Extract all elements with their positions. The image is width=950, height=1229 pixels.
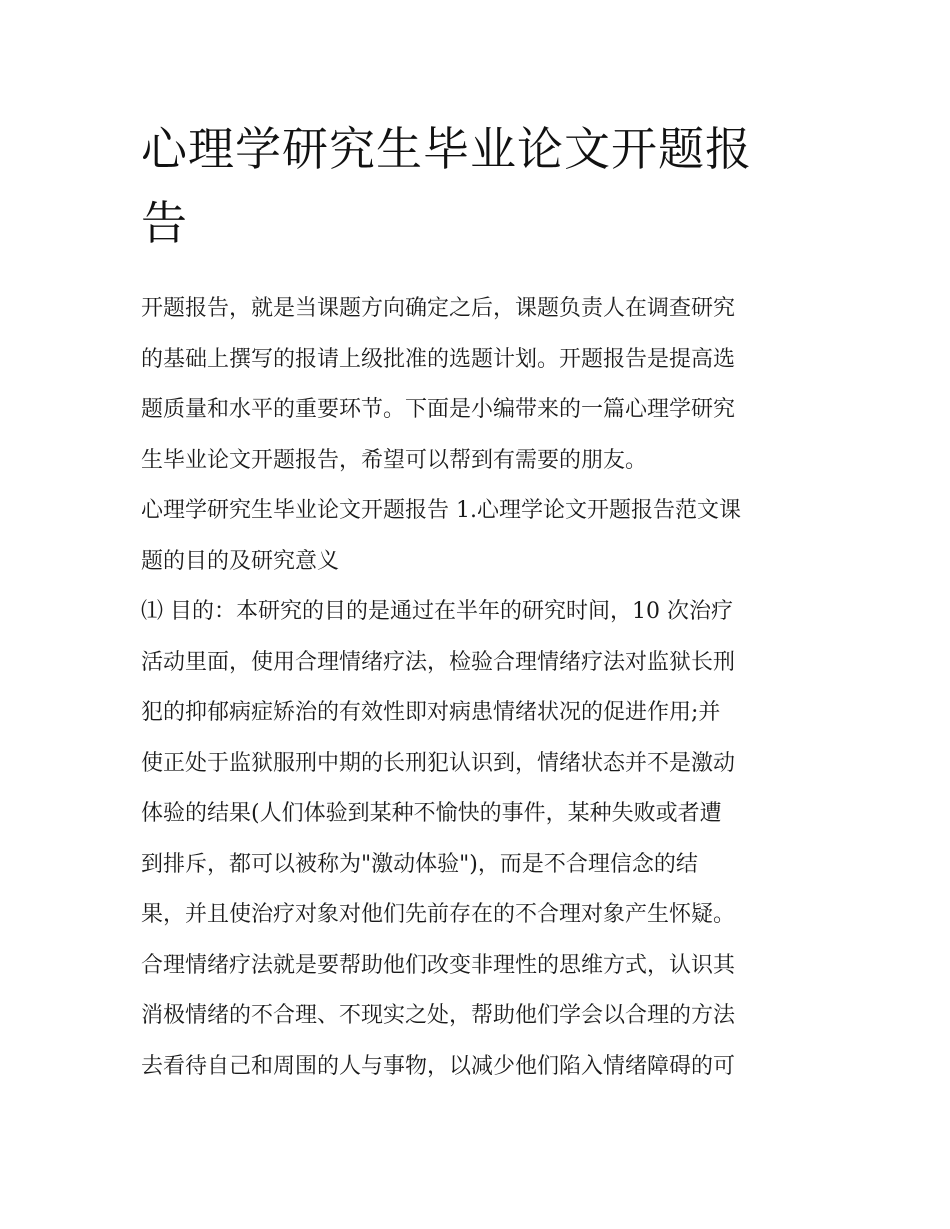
text-line: 使正处于监狱服刑中期的长刑犯认识到，情绪状态并不是激动 — [141, 750, 736, 776]
text-line: 题的目的及研究意义 — [141, 548, 340, 574]
section-heading-paragraph — [141, 486, 813, 587]
title-line: 心理学研究生毕业论文开题报 — [141, 122, 752, 176]
text-line: 题质量和水平的重要环节。下面是小编带来的一篇心理学研究 — [141, 397, 736, 422]
text-line: ⑴ 目的：本研究的目的是通过在半年的研究时间，10 次治疗 — [141, 599, 733, 624]
text-line: 的基础上撰写的报请上级批准的选题计划。开题报告是提高选 — [141, 346, 736, 372]
text-line: 消极情绪的不合理、不现实之处，帮助他们学会以合理的方法 — [141, 1003, 736, 1028]
intro-paragraph — [141, 284, 813, 486]
text-line: 去看待自己和周围的人与事物，以减少他们陷入情绪障碍的可 — [141, 1053, 736, 1079]
text-line: 到排斥，都可以被称为"激动体验")，而是不合理信念的结 — [141, 851, 698, 877]
text-line: 合理情绪疗法就是要帮助他们改变非理性的思维方式，认识其 — [141, 952, 736, 978]
text-line: 犯的抑郁病症矫治的有效性即对病患情绪状况的促进作用;并 — [141, 700, 721, 725]
text-line: 心理学研究生毕业论文开题报告 1.心理学论文开题报告范文课 — [141, 498, 741, 523]
text-line: 果，并且使治疗对象对他们先前存在的不合理对象产生怀疑。 — [141, 902, 736, 927]
text-line: 体验的结果(人们体验到某种不愉快的事件，某种失败或者遭 — [141, 801, 722, 826]
text-line: 开题报告，就是当课题方向确定之后，课题负责人在调查研究 — [141, 296, 736, 321]
document-title — [141, 112, 813, 260]
title-line: 告 — [141, 196, 188, 250]
text-line: 生毕业论文开题报告，希望可以帮到有需要的朋友。 — [141, 447, 648, 473]
purpose-paragraph — [141, 587, 813, 1092]
text-line: 活动里面，使用合理情绪疗法，检验合理情绪疗法对监狱长刑 — [141, 649, 736, 675]
document-body — [141, 112, 813, 1092]
